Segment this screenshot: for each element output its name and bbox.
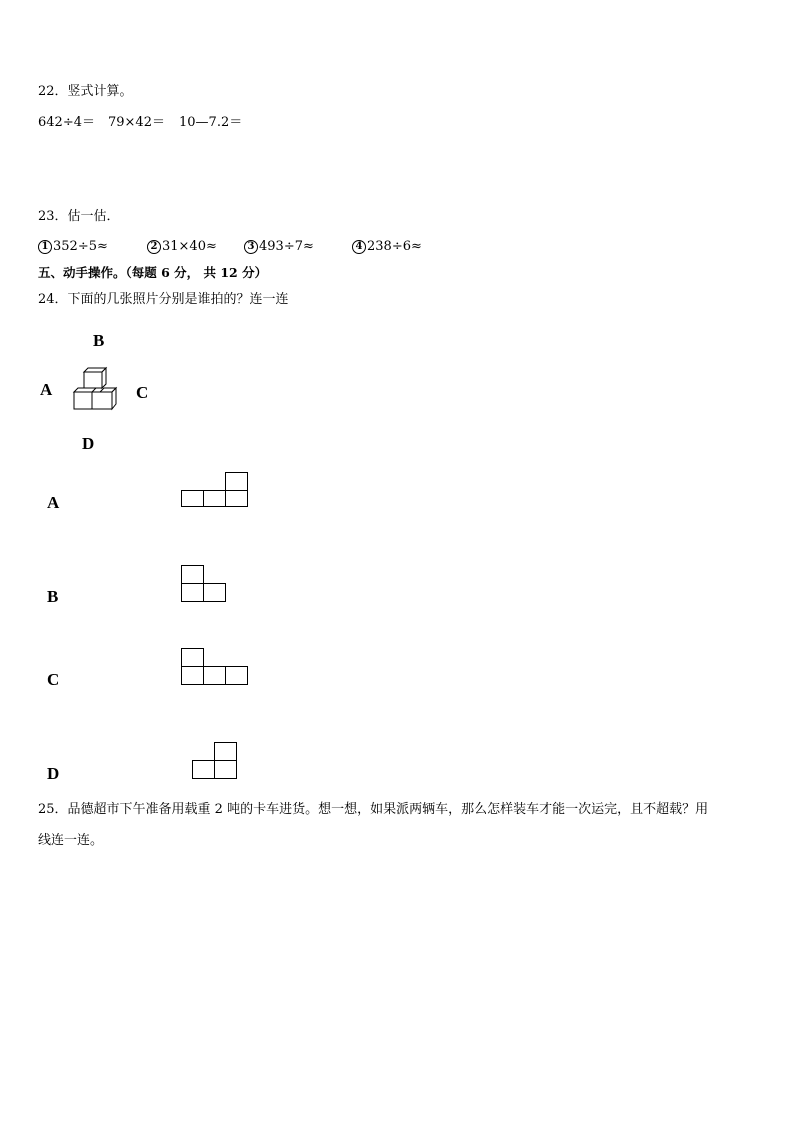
observer-c-label: C xyxy=(136,383,149,402)
square xyxy=(203,666,226,685)
cube-stack-figure xyxy=(72,366,122,418)
q25-text-line-2: 线连一连。 xyxy=(38,833,104,848)
view-b-shape xyxy=(181,565,227,602)
view-d-label: D xyxy=(47,764,60,783)
square xyxy=(225,490,248,507)
square xyxy=(225,472,248,491)
square xyxy=(181,565,204,584)
q23-expr-1: 352÷5≈ xyxy=(53,239,108,254)
section-5-title: 五、动手操作。（每题 6 分， 共 12 分） xyxy=(38,265,268,280)
circled-number: 1 xyxy=(38,240,52,254)
square xyxy=(192,760,215,779)
observer-d-label: D xyxy=(82,434,95,453)
observer-b-label: B xyxy=(93,331,105,350)
observer-a-label: A xyxy=(40,380,53,399)
square xyxy=(225,666,248,685)
q23-expr-3: 493÷7≈ xyxy=(259,239,314,254)
q23-expr-4: 238÷6≈ xyxy=(367,239,422,254)
circled-number: 4 xyxy=(352,240,366,254)
q23-item-1 xyxy=(38,239,108,255)
view-b-label: B xyxy=(47,587,59,606)
view-d-shape xyxy=(192,742,238,779)
q24-title: 24．下面的几张照片分别是谁拍的？连一连 xyxy=(38,292,289,307)
q22-item-2: 79×42＝ xyxy=(108,115,165,130)
view-a-shape xyxy=(181,472,249,509)
circled-number: 3 xyxy=(244,240,258,254)
square xyxy=(181,583,204,602)
q23-item-4 xyxy=(352,239,422,255)
square xyxy=(181,648,204,667)
view-c-shape xyxy=(181,648,249,685)
square xyxy=(203,583,226,602)
q22-item-1: 642÷4＝ xyxy=(38,115,95,130)
circled-number: 2 xyxy=(147,240,161,254)
q23-item-3 xyxy=(244,239,314,255)
q25-text-line-1: 25．品德超市下午准备用载重 2 吨的卡车进货。想一想，如果派两辆车，那么怎样装车才能一次运完，且不超载？用 xyxy=(38,802,709,817)
square xyxy=(181,666,204,685)
q23-title: 23．估一估． xyxy=(38,209,120,224)
view-a-label: A xyxy=(47,493,60,512)
square xyxy=(214,742,237,761)
q22-title: 22．竖式计算。 xyxy=(38,84,133,99)
q22-item-3: 10—7.2＝ xyxy=(179,115,243,130)
q23-expr-2: 31×40≈ xyxy=(162,239,217,254)
view-c-label: C xyxy=(47,670,60,689)
q23-item-2 xyxy=(147,239,217,255)
square xyxy=(203,490,226,507)
square xyxy=(181,490,204,507)
square xyxy=(214,760,237,779)
